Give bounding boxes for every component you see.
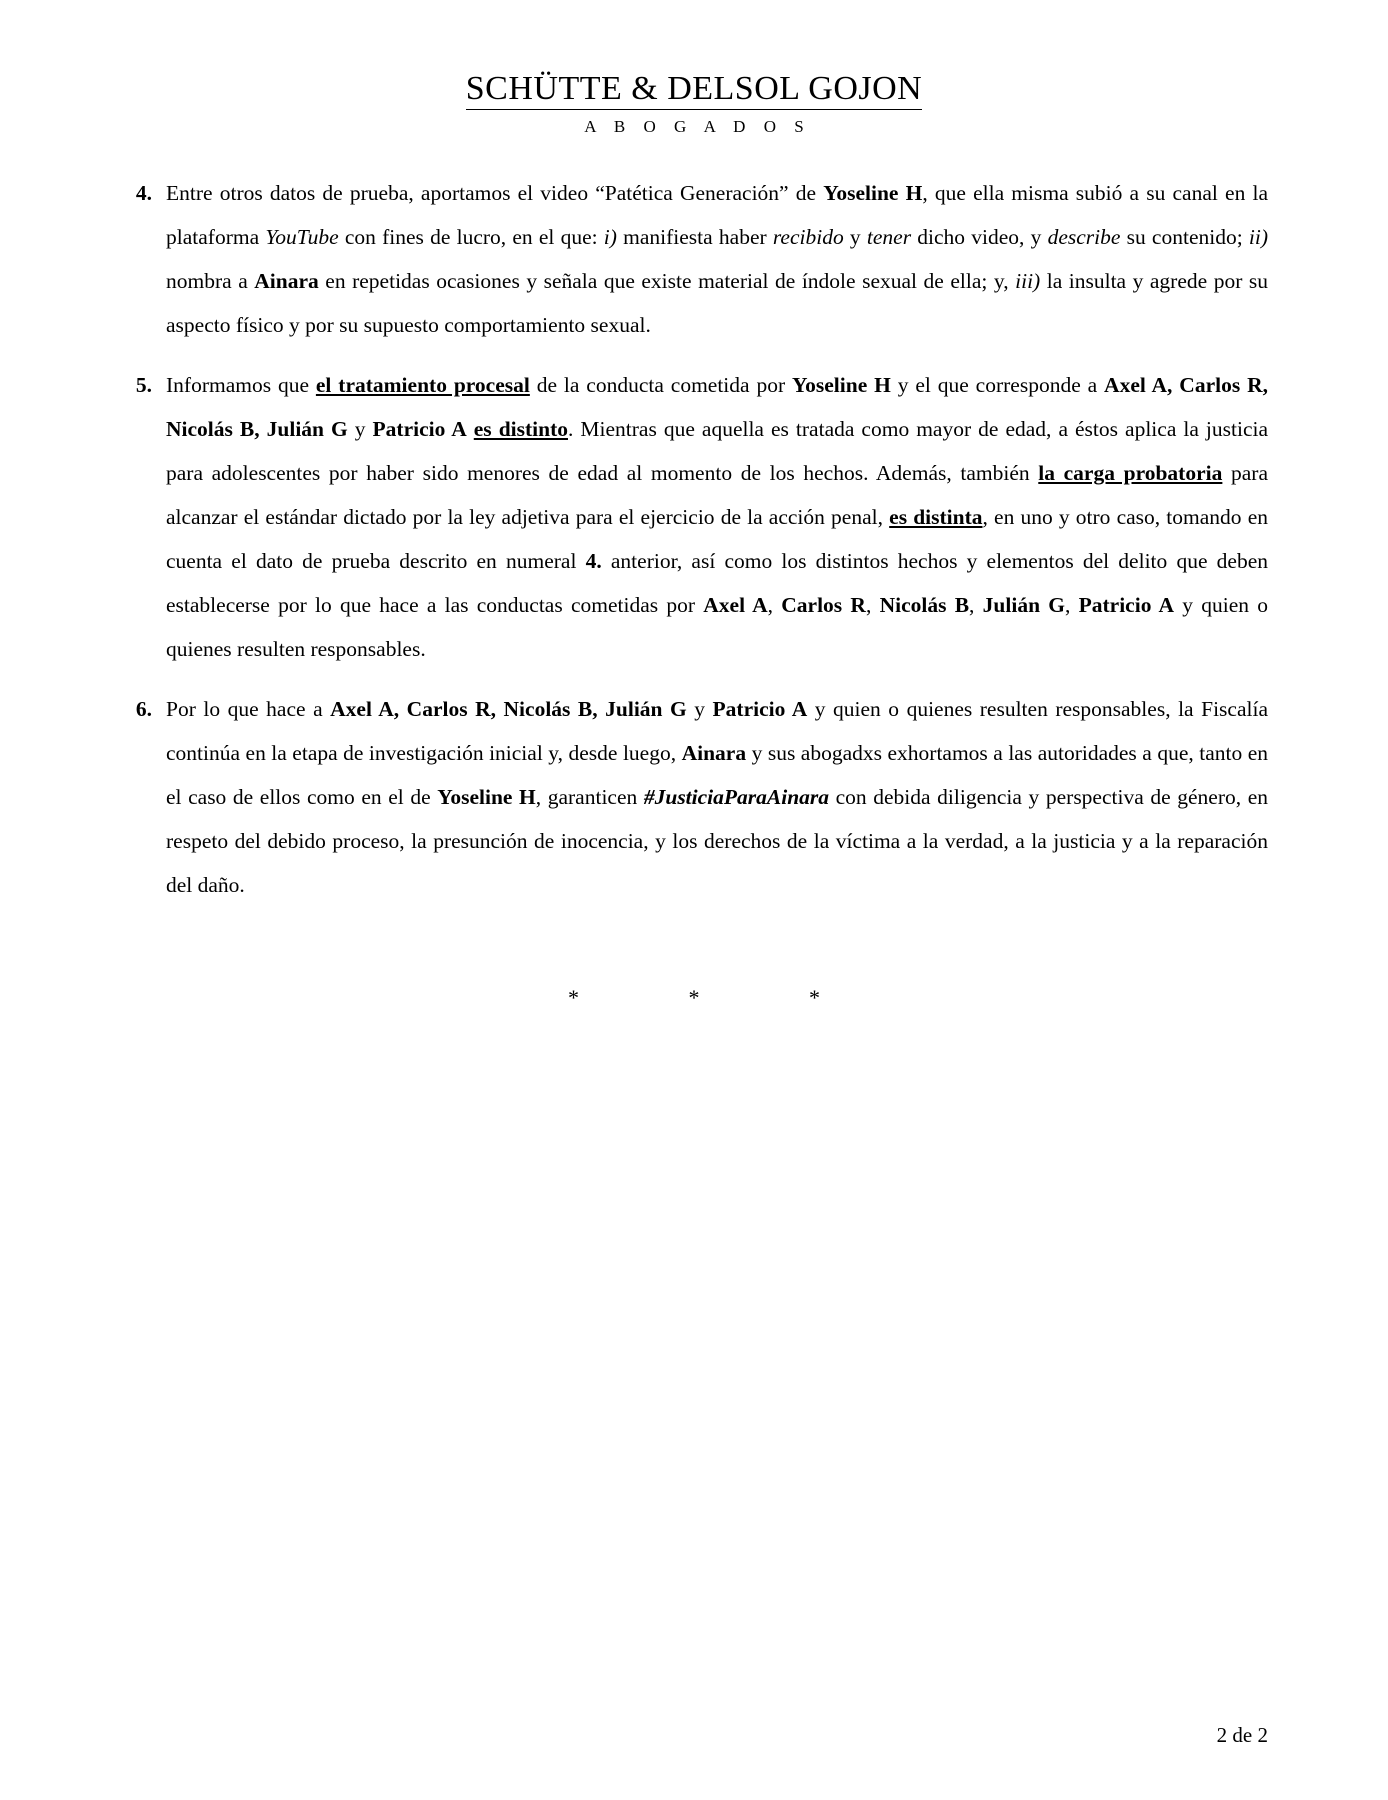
list-item-number: 6. [135, 697, 152, 722]
list-item-number: 5. [135, 373, 152, 398]
letterhead [120, 70, 1268, 137]
firm-subtitle: A B O G A D O S [584, 117, 811, 137]
section-separator: * * * [568, 985, 872, 1011]
page-number: 2 de 2 [1216, 1723, 1268, 1747]
document-body [120, 171, 1268, 907]
list-item-text: Entre otros datos de prueba, aportamos el video “Patética Generación” de Yoseline H, que ella misma subió a su canal en la plataforma YouTube con fines de lucro, en el que: i) manifiesta haber recibido y tener dicho video, y describe su contenido; ii) nombra a Ainara en repetidas ocasiones y señala que existe material de índole sexual de ella; y, iii) la insulta y agrede por su aspecto físico y por su supuesto comportamiento sexual. [166, 181, 1269, 338]
list-item [120, 363, 1268, 671]
list-item [120, 171, 1268, 347]
firm-name: SCHÜTTE & DELSOL GOJON [466, 70, 922, 110]
list-item [120, 687, 1268, 907]
list-item-number: 4. [135, 181, 152, 206]
list-item-text: Por lo que hace a Axel A, Carlos R, Nicolás B, Julián G y Patricio A y quien o quienes resulten responsables, la Fiscalía continúa en la etapa de investigación inicial y, desde luego, Ainara y sus abogadxs exhortamos a las autoridades a que, tanto en el caso de ellos como en el de Yoseline H, garanticen #JusticiaParaAinara con debida diligencia y perspectiva de género, en respeto del debido proceso, la presunción de inocencia, y los derechos de la víctima a la verdad, a la justicia y a la reparación del daño. [166, 697, 1269, 898]
list-item-text: Informamos que el tratamiento procesal de la conducta cometida por Yoseline H y el que corresponde a Axel A, Carlos R, Nicolás B, Julián G y Patricio A es distinto. Mientras que aquella es tratada como mayor de edad, a éstos aplica la justicia para adolescentes por haber sido menores de edad al momento de los hechos. Además, también la carga probatoria para alcanzar el estándar dictado por la ley adjetiva para el ejercicio de la acción penal, es distinta, en uno y otro caso, tomando en cuenta el dato de prueba descrito en numeral 4. anterior, así como los distintos hechos y elementos del delito que deben establecerse por lo que hace a las conductas cometidas por Axel A, Carlos R, Nicolás B, Julián G, Patricio A y quien o quienes resulten responsables. [166, 373, 1269, 662]
